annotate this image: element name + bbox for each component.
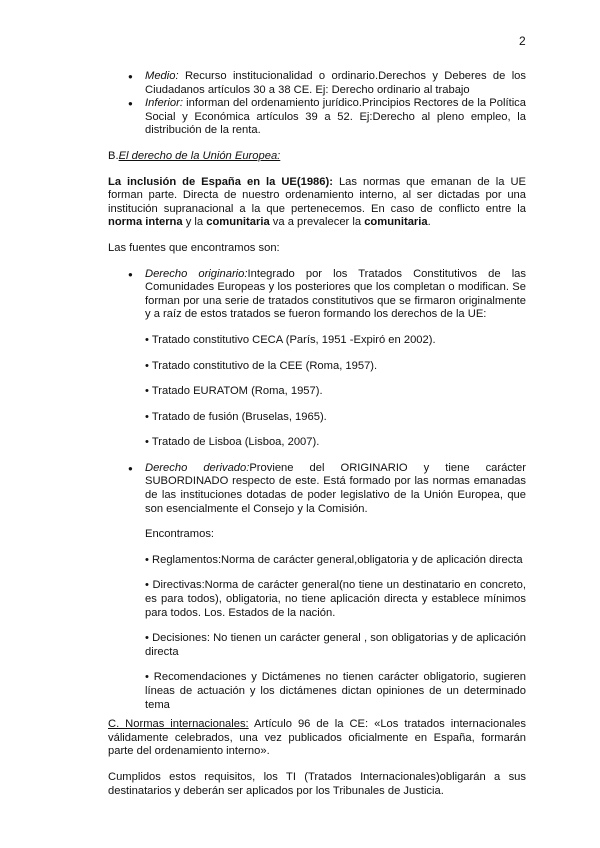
term-derivado: Derecho derivado: xyxy=(145,461,250,474)
treaty-item: • Tratado de Lisboa (Lisboa, 2007). xyxy=(145,436,320,449)
term-inferior: Inferior: xyxy=(145,97,183,110)
bullet-derivado xyxy=(108,462,526,516)
intro-bold-lead: La inclusión de España en la UE(1986): xyxy=(108,175,333,188)
bullet-originario xyxy=(108,268,526,322)
page-number: 2 xyxy=(519,34,526,48)
derivado-item: • Reglamentos:Norma de carácter general,obligatoria y de aplicación directa xyxy=(145,553,523,566)
derivado-item: • Recomendaciones y Dictámenes no tienen carácter obligatorio, sugieren líneas de actuación y los dictámenes dictan opiniones de un determinado tema xyxy=(145,671,526,711)
intro-text-3: va a prevalecer la xyxy=(269,216,365,229)
treaty-item: • Tratado de fusión (Bruselas, 1965). xyxy=(145,410,327,423)
section-b-title: El derecho de la Unión Europea: xyxy=(118,149,281,162)
sources-intro: Las fuentes que encontramos son: xyxy=(108,241,280,254)
intro-text-1: Las normas que emanan de la UE forman parte. Directa de nuestro ordenamiento interno, al ser dictadas por una institución supranacional a la que pertenecemos. En caso de conflicto entre la xyxy=(108,175,527,215)
originario-text: Integrado por los Tratados Constitutivos de las Comunidades Europeas y los posteriores que los completan o modifican. Se forman por una serie de tratados constitutivos que se firmaron originalmente y a raíz de estos tratados se fueron formando los derechos de la UE: xyxy=(145,267,526,321)
section-c-paragraph xyxy=(108,718,526,759)
section-c-title: C. Normas internacionales: xyxy=(108,718,249,731)
intro-text-2: y la xyxy=(182,216,207,229)
encontramos-label: Encontramos: xyxy=(145,528,215,541)
closing-paragraph: Cumplidos estos requisitos, los TI (Tratados Internacionales)obligarán a sus destinatarios y deberán ser aplicados por los Tribunales de Justicia. xyxy=(108,770,526,797)
intro-bold-3: comunitaria xyxy=(364,216,428,229)
intro-text-4: . xyxy=(427,216,431,229)
bullet-inferior xyxy=(108,97,526,138)
section-b-prefix: B. xyxy=(108,149,119,162)
document-body xyxy=(108,70,526,798)
treaty-item: • Tratado constitutivo de la CEE (Roma, 1957). xyxy=(145,359,378,372)
intro-bold-2: comunitaria xyxy=(206,216,270,229)
bullet-medio xyxy=(108,70,526,97)
intro-bold-1: norma interna xyxy=(108,216,183,229)
bullet-medio-text: Recurso institucionalidad o ordinario.Derechos y Deberes de los Ciudadanos artículos 30 a 38 CE. Ej: Derecho ordinario al trabajo xyxy=(145,70,526,96)
derivado-item: • Decisiones: No tienen un carácter general , son obligatorias y de aplicación directa xyxy=(145,632,526,658)
section-c-text: Artículo 96 de la CE: «Los tratados internacionales válidamente celebrados, una vez publicados oficialmente en España, formarán parte del ordenamiento interno». xyxy=(108,718,526,758)
treaty-item: • Tratado constitutivo CECA (París, 1951 -Expiró en 2002). xyxy=(145,333,436,346)
section-b-heading xyxy=(108,150,526,164)
bullet-inferior-text: informan del ordenamiento jurídico.Principios Rectores de la Política Social y Económica artículos 39 a 52. Ej:Derecho al pleno empleo, la distribución de la renta. xyxy=(145,97,526,137)
term-originario: Derecho originario: xyxy=(145,267,248,280)
term-medio: Medio: xyxy=(145,70,179,82)
treaty-item: • Tratado EURATOM (Roma, 1957). xyxy=(145,385,323,398)
derivado-text: Proviene del ORIGINARIO y tiene carácter SUBORDINADO respecto de este. Está formado por las normas emanadas de las instituciones dotadas de poder legislativo de la Unión Europea, que son esencialmente el Consejo y la Comisión. xyxy=(145,461,526,515)
intro-paragraph xyxy=(108,176,526,230)
derivado-item: • Directivas:Norma de carácter general(no tiene un destinatario en concreto, es para todos), obligatoria, no tiene aplicación directa y establece mínimos para todos. Los. Estados de la nación. xyxy=(145,579,526,619)
